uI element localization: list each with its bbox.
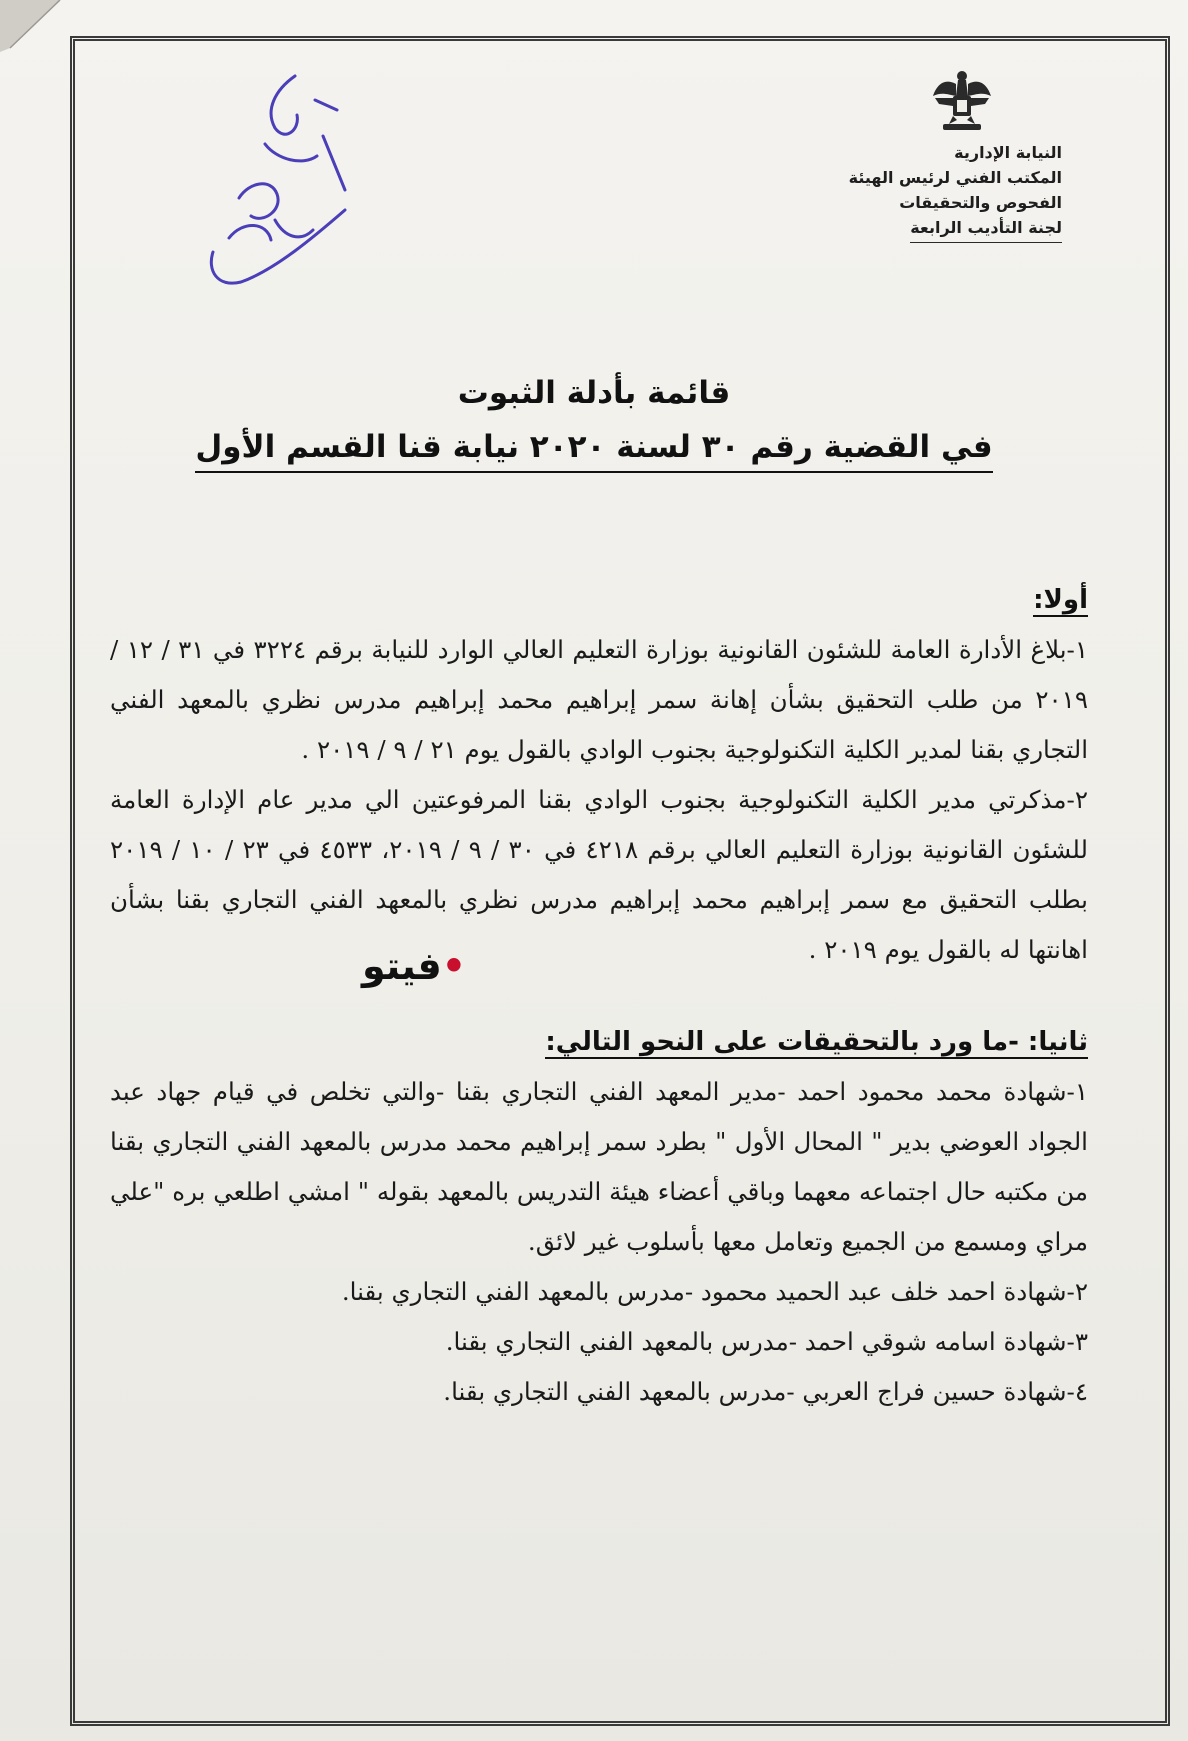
publisher-watermark bbox=[362, 944, 466, 988]
org-line-investigations: الفحوص والتحقيقات bbox=[899, 193, 1062, 212]
section-2-heading-label: ثانيا bbox=[1038, 1027, 1088, 1057]
org-lines bbox=[832, 140, 1092, 243]
section-1-item-1: ١-بلاغ الأدارة العامة للشئون القانونية بوزارة التعليم العالي الوارد للنيابة برقم ٣٢٢٤ في ٣١ / ١٢ / ٢٠١٩ من طلب التحقيق بشأن إهانة سمر إبراهيم محمد إبراهيم مدرس نظري بالمعهد الفني التجاري بقنا لمدير الكلية التكنولوجية بجنوب الوادي بالقول يوم ٢١ / ٩ / ٢٠١٩ . bbox=[110, 635, 1088, 764]
watermark-red-dot-icon: • bbox=[441, 944, 467, 988]
handwritten-date-note bbox=[205, 70, 420, 310]
page-tear-mark bbox=[0, 0, 80, 60]
document-title bbox=[150, 375, 1038, 473]
document-body bbox=[110, 575, 1088, 1417]
section-1-heading-text: أولا: bbox=[1033, 585, 1088, 615]
section-1-heading bbox=[110, 575, 1088, 625]
watermark-text: فيتو bbox=[362, 944, 442, 988]
org-line-technical-office: المكتب الفني لرئيس الهيئة bbox=[848, 168, 1062, 187]
section-2-item-4: ٤-شهادة حسين فراج العربي -مدرس بالمعهد الفني التجاري بقنا. bbox=[443, 1377, 1088, 1406]
title-line-2: في القضية رقم ٣٠ لسنة ٢٠٢٠ نيابة قنا القسم الأول bbox=[195, 429, 992, 473]
title-line-1: قائمة بأدلة الثبوت bbox=[457, 375, 731, 411]
section-2-item-3: ٣-شهادة اسامه شوقي احمد -مدرس بالمعهد الفني التجاري بقنا. bbox=[445, 1327, 1088, 1356]
section-2-item-2: ٢-شهادة احمد خلف عبد الحميد محمود -مدرس بالمعهد الفني التجاري بقنا. bbox=[341, 1277, 1088, 1306]
org-line-discipline-committee: لجنة التأديب الرابعة bbox=[910, 215, 1062, 243]
section-2-heading-rest: : -ما ورد بالتحقيقات على النحو التالي: bbox=[545, 1027, 1039, 1057]
section-2-heading bbox=[110, 1017, 1088, 1067]
letterhead bbox=[832, 66, 1092, 243]
org-line-authority: النيابة الإدارية bbox=[954, 143, 1062, 162]
section-1-item-2: ٢-مذكرتي مدير الكلية التكنولوجية بجنوب الوادي بقنا المرفوعتين الي مدير عام الإدارة العامة للشئون القانونية بوزارة التعليم العالي برقم ٤٢١٨ في ٣٠ / ٩ / ٢٠١٩، ٤٥٣٣ في ٢٣ / ١٠ / ٢٠١٩ بطلب التحقيق مع سمر إبراهيم محمد إبراهيم مدرس نظري بالمعهد الفني التجاري بقنا بشأن اهانتها له بالقول يوم ٢٠١٩ . bbox=[110, 785, 1088, 964]
eagle-emblem-icon bbox=[931, 66, 993, 132]
section-2-item-1: ١-شهادة محمد محمود احمد -مدير المعهد الفني التجاري بقنا -والتي تخلص في قيام جهاد عبد الجواد العوضي بدير " المحال الأول " بطرد سمر إبراهيم محمد مدرس بالمعهد الفني التجاري بقنا من مكتبه حال اجتماعه معهما وباقي أعضاء هيئة التدريس بالمعهد بقوله " امشي اطلعي بره "علي مراي ومسمع من الجميع وتعامل معها بأسلوب غير لائق. bbox=[110, 1077, 1088, 1256]
